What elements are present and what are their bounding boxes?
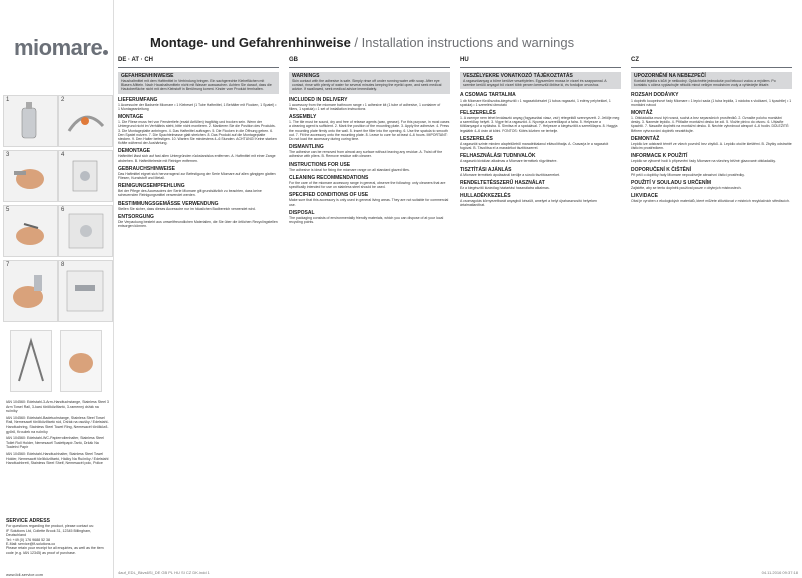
brand-logo: miomare — [14, 35, 108, 61]
section-heading: REINIGUNGSEMPFEHLUNG — [118, 183, 185, 190]
service-heading: SERVICE ADRESS — [6, 518, 50, 524]
section-text: Lepidlo lze odstranit téměř ze všech povrchů bez zbytků. A. Lepidlo otočte kleštěmi. B. Zbytky odstraňte čisticím prostředkem. — [631, 141, 792, 151]
warning-heading: UPOZORNĚNÍ NA NEBEZPEČÍ — [634, 73, 706, 79]
warning-text: Skin contact with the adhesive is safe. Simply rinse off under running water with soap. After eye contact, rinse with plenty of water for several minutes keeping the eyelid open, and seek medical advice. If swallowed, seek medical advice immediately. — [292, 79, 442, 92]
section-text: Haftmittel lässt sich auf fast allen Untergründen rückstandslos entfernen. A. Haftmittel mit einer Zange abdrehen. B. Haftmittelreste mit Reiniger entfernen. — [118, 154, 276, 163]
section-text: 1. Die Fliese muss frei von Fenstertiefe (exakt Anfüllen) tragfähig und trocken sein. Wenn der Untergrund nicht im Verhältnis steht, bitte nicht montieren. 2. Markieren Sie die Position des Produkts. 3. Die Montageplatte anbringen. 4. Das Haftmittel auftragen. 5. Die Flocken in die Öffnung geben. 6. Den Spatel nutzen. 7. Die Spachtelmasse glatt streichen. 8. Das Produkt auf die Montageplatte stecken. 9. Den Halter befestigen. 10. Warten Sie mindestens 4–6 Stunden. ACHTUNG! Keine starken Kräfte während der Aushärtung. — [118, 120, 277, 146]
column-hu — [460, 72, 621, 208]
warning-box — [631, 72, 792, 89]
section-text: Make sure that this accessory is only used in general living areas. They are not suitable for commercial use. — [289, 198, 449, 207]
section-text: 1 accessory from the miomare bathroom range • 1 adhesive kit (1 tube of adhesive, 1 container of fillers, 1 spatula) • 1 set of installation instructions — [289, 102, 441, 111]
product-list — [6, 400, 110, 468]
warning-heading: GEFAHRENHINWEISE — [121, 73, 174, 79]
section-heading: ENTSORGUNG — [118, 213, 154, 220]
section-heading: BESTIMMUNGSGEMÄSSE VERWENDUNG — [118, 200, 219, 207]
product-item: IAN 104560: Edelstahl-3-Arm-Handtuchstange, Stainless Steel 3 Arm Towel Rail, 3-karú törölközőtartó, 3-ramenný držák na ručníky — [6, 400, 109, 414]
column-header-de: DE · AT · CH — [118, 57, 279, 68]
section-text: Bei der Pflege des Accessoires der Serie Miomare gilt grundsätzlich zu beachten, dass keine scheuernden Reinigungsmittel verwendet werden. — [118, 189, 262, 198]
section-text: Zajistěte, aby se tento doplněk používal pouze v obytných místnostech. — [631, 185, 742, 190]
section-heading: DEMONTAGE — [118, 148, 151, 155]
section-text: For the care of the miomare accessory range in general, observe the following: only cleaners that are specifically intended for use on stainless steel should be used. — [289, 180, 446, 190]
section-heading: TISZTÍTÁSI AJÁNLÁS — [460, 166, 512, 173]
product-item: IAN 104560: Edelstahl-Badetuchstange, Stainless Steel Towel Rail, Nemesacél törölközőtartó rúd, Držák na osušky / Edelstahl-Handtuchring, Stainless Steel Towel Ring, Nemesacél törölköző-gyűrű, Kroužek na ručníky — [6, 415, 109, 434]
figure-3: 3 — [3, 150, 58, 202]
section-text: Die Verpackung besteht aus umweltfreundlichen Materialien, die Sie über die örtlichen Recyclingstellen entsorgen können. — [118, 220, 278, 229]
warning-heading: VESZÉLYEKRE VONATKOZÓ TÁJÉKOZTATÁS — [463, 73, 573, 79]
left-panel — [0, 0, 114, 578]
section-heading: ASSEMBLY — [289, 114, 317, 121]
figure-2: 2 — [58, 95, 113, 147]
product-item: IAN 104560: Edelstahl-Handtuchhalter, Stainless Steel Towel Holder, Nemesacél törölközőtartó, Háčky Na Ručníky / Edelstahl Handtuchbrett, Stainless Steel Shelf, Nemesacél polc, Police — [6, 451, 109, 466]
section-heading: DEMONTÁŽ — [631, 135, 660, 142]
column-header-gb: GB — [289, 57, 450, 68]
section-heading: POUŽITÍ V SOULADU S URČENÍM — [631, 179, 712, 186]
warning-text: A ragasztóanyag a bőrre kerülve veszélytelen. Egyszerűen mossa le vízzel és szappannal. A szembe kerülő anyagot bő vízzel több percen keresztül öblítse ki, és forduljon orvoshoz. — [463, 79, 607, 88]
column-header-cz: CZ — [631, 57, 792, 68]
section-heading: ROZSAH DODÁVKY — [631, 92, 679, 99]
section-text: 1. A csempe nem lehet leválasztó anyag (fogyasztási viasz, zsír) rétegektől szennyezett. 2. Jelölje meg a szerelőlap helyét. 3. Vigye fel a ragasztót. 4. Nyomja a szerelőlapot a falra. 5. Helyezze a töltőanyagot a nyílásba. 6. Simítsa el a spatulával. 7. Helyezze a kiegészítőt a szerelőlapra. 8. Hagyja legalább 4–6 órán át kötni. FONTOS: Kötés közben ne terhelje. — [460, 116, 620, 133]
section-heading: RENDELTETÉSSZERŰ HASZNÁLAT — [460, 179, 545, 186]
page-title: Montage- und Gefahrenhinweise / Installation instructions and warnings — [150, 35, 575, 50]
warning-box — [289, 72, 450, 94]
section-text: A ragasztó kiválóan alkalmas a Miomare termékek rögzítésére. — [460, 159, 558, 164]
section-text: Ez a kiegészítő kizárólag háztartási használatra alkalmas. — [460, 185, 550, 190]
section-heading: INFORMACE K POUŽITÍ — [631, 153, 688, 160]
section-text: A Miomare termékek ápolásánál kerülje a súroló tisztítószereket. — [460, 172, 560, 177]
figure-5: 5 — [3, 205, 58, 257]
figure-7: 7 — [3, 260, 58, 322]
section-heading: INSTRUCTIONS FOR USE — [289, 161, 351, 168]
section-text: Obal je vyroben z ekologických materiálů, které můžete zlikvidovat v místních recyklačních střediscích. — [631, 199, 790, 204]
section-text: Při péči o doplňky řady Miomare nepoužívejte abrazivní čisticí prostředky. — [631, 172, 745, 177]
service-address: SERVICE ADRESS For questions regarding the product, please contact us: IF Solutions Ltd, Collette Brook 31, 12345 Billingham, Deutschland Tel: +49 (0) 176 9688 52 38 E-Mail: service@if-solutions.co Please retain your receipt for all enquiries, as well as the item code (e.g. IAN 12345) as proof of purchase. — [6, 519, 110, 555]
section-heading: DOPORUČENÍ K ČIŠTĚNÍ — [631, 166, 692, 173]
section-heading: CLEANING RECOMMENDATIONS — [289, 174, 369, 181]
figure-1: 1 — [3, 95, 58, 147]
warning-box — [118, 72, 279, 94]
figure-8: 8 — [58, 260, 113, 322]
section-heading: LESZERELÉS — [460, 135, 493, 142]
warning-heading: WARNINGS — [292, 73, 320, 79]
section-text: The adhesive can be removed from almost any surface without leaving any residue. A. Twist off the adhesive with pliers. B. Remove residue with cleaner. — [289, 150, 443, 159]
section-text: Lepidlo se výborně hodí k připevnění řady Miomare na všechny běžné glazované obkladačky. — [631, 159, 776, 164]
section-heading: MONTÁŽ — [631, 109, 653, 116]
section-text: Stellen Sie sicher, dass dieses Accessoire nur im häuslichen Badbereich verwendet wird. — [118, 206, 256, 211]
section-heading: LIEFERUMFANG — [118, 96, 158, 103]
column-header-hu: HU — [460, 57, 621, 68]
section-text: 1 db Miomare fürdőszoba-kiegészítő • 1 ragasztókészlet (1 tubus ragasztó, 1 edény pelyhekkel, 1 spatula) • 1 szerelési útmutató — [460, 98, 611, 107]
figure-4: 4 — [58, 150, 113, 202]
section-heading: HULLADÉKKEZELÉS — [460, 193, 511, 200]
section-heading: LIKVIDACE — [631, 193, 658, 200]
figure-b — [60, 330, 102, 392]
column-gb — [289, 72, 450, 224]
section-heading: GEBRAUCHSHINWEISE — [118, 165, 175, 172]
section-heading: FELSZERELÉS — [460, 109, 496, 116]
section-heading: DISPOSAL — [289, 209, 315, 216]
figure-6: 6 — [58, 205, 113, 257]
print-footer: 4auf_EDL_Bkvs6Sl_DE GB PL HU SI CZ DK.indd 1 04.11.2016 09:37:18 — [118, 570, 798, 575]
section-heading: DISMANTLING — [289, 144, 324, 151]
section-text: Das Haftmittel eignet sich hervorragend zur Befestigung der Serie Miomare auf allen gängigen glatten Fliesen, Kunststoff und Metall. — [118, 171, 276, 180]
column-cz — [631, 72, 792, 203]
section-text: The packaging consists of environmentally friendly materials, which you can dispose of at your local recycling points. — [289, 215, 444, 225]
warning-box — [460, 72, 621, 89]
section-text: 1 Accessoire der Badserie Miomare • 1 Klebeset (1 Tube Haftmittel, 1 Behälter mit Flocken, 1 Spatel) • 1 Montageanleitung — [118, 102, 277, 111]
warning-text: Kontakt lepidla s kůží je neškodný. Opláchněte jednoduše pod tekoucí vodou a mýdlem. Po kontaktu s očima vyplachujte několik minut velkým množstvím vody a vyhledejte lékaře. — [634, 79, 776, 88]
column-de — [118, 72, 279, 228]
figure-a — [10, 330, 52, 392]
section-text: 1. The tile must be sound, dry and free of release agents (wax, grease). For this purpose, in most cases a cleaning agent is sufficient. 2. Mark the position of the mounting plate. 3. Apply the adhesive. 4. Press the mounting plate firmly onto the wall. 5. Insert the filler into the opening. 6. Use the spatula to smooth out. 7. Fit the accessory onto the mounting plate. 8. Leave to cure for at least 4–6 hours. IMPORTANT: Do not load the accessory during curing time. — [289, 120, 450, 141]
section-heading: MONTAGE — [118, 114, 144, 121]
section-text: 1 doplněk koupelnové řady Miomare • 1 lepicí sada (1 tuba lepidla, 1 nádoba s vločkami, 1 špachtle) • 1 montážní návod — [631, 98, 792, 107]
website-link[interactable]: www.lidl-service.com — [6, 572, 44, 577]
section-text: A csomagolás környezetbarát anyagból készült, amelyet a helyi újrahasznosító helyeken ártalmatlaníthat. — [460, 199, 597, 208]
section-text: A ragasztót szinte minden alapfelületről maradéktalanul eltávolíthatja. A. Csavarja le a ragasztót fogóval. B. Távolítsa el a maradékot tisztítószerrel. — [460, 141, 609, 151]
section-heading: A CSOMAG TARTALMA — [460, 92, 516, 99]
section-text: The adhesive is ideal for fixing the miomare range on all standard glazed tiles. — [289, 167, 410, 172]
section-heading: SPECIFIED CONDITIONS OF USE — [289, 192, 369, 199]
section-heading: FELHASZNÁLÁSI TUDNIVALÓK — [460, 153, 536, 160]
product-item: IAN 104560: Edelstahl-WC-Papierrollenhalter, Stainless Steel Toilet Roll Holder, Nemesacél Toalettpapír-Tartó, Držák Na Toaletní Papír — [6, 436, 104, 450]
section-text: 1. Obkládačka musí být nosná, suchá a bez separačních prostředků. 2. Označte polohu montážní desky. 3. Naneste lepidlo. 4. Přitlačte montážní desku ke zdi. 5. Vložte plnivo do otvoru. 6. Uhlaďte špachtlí. 7. Nasaďte doplněk na montážní desku. 8. Nechte vytvrdnout alespoň 4–6 hodin. DŮLEŽITÉ: Během vytvrzování doplněk nezatěžujte. — [631, 116, 790, 133]
warning-text: Haushaltmittel mit dem Hafttmittel in Verbindung bringen. Ein sachgerechte Klebeflächen mit Blasen-Mitteln. Nach Haushaltsmitteln nicht mit Wasser auswaschen. Achten Sie darauf, dass die Hautoberfläche nicht mit dem Klebstoff in Berührung kommt. Kinder vom Produkt fernhalten. — [121, 79, 272, 92]
section-heading: INCLUDED IN DELIVERY — [289, 96, 348, 103]
